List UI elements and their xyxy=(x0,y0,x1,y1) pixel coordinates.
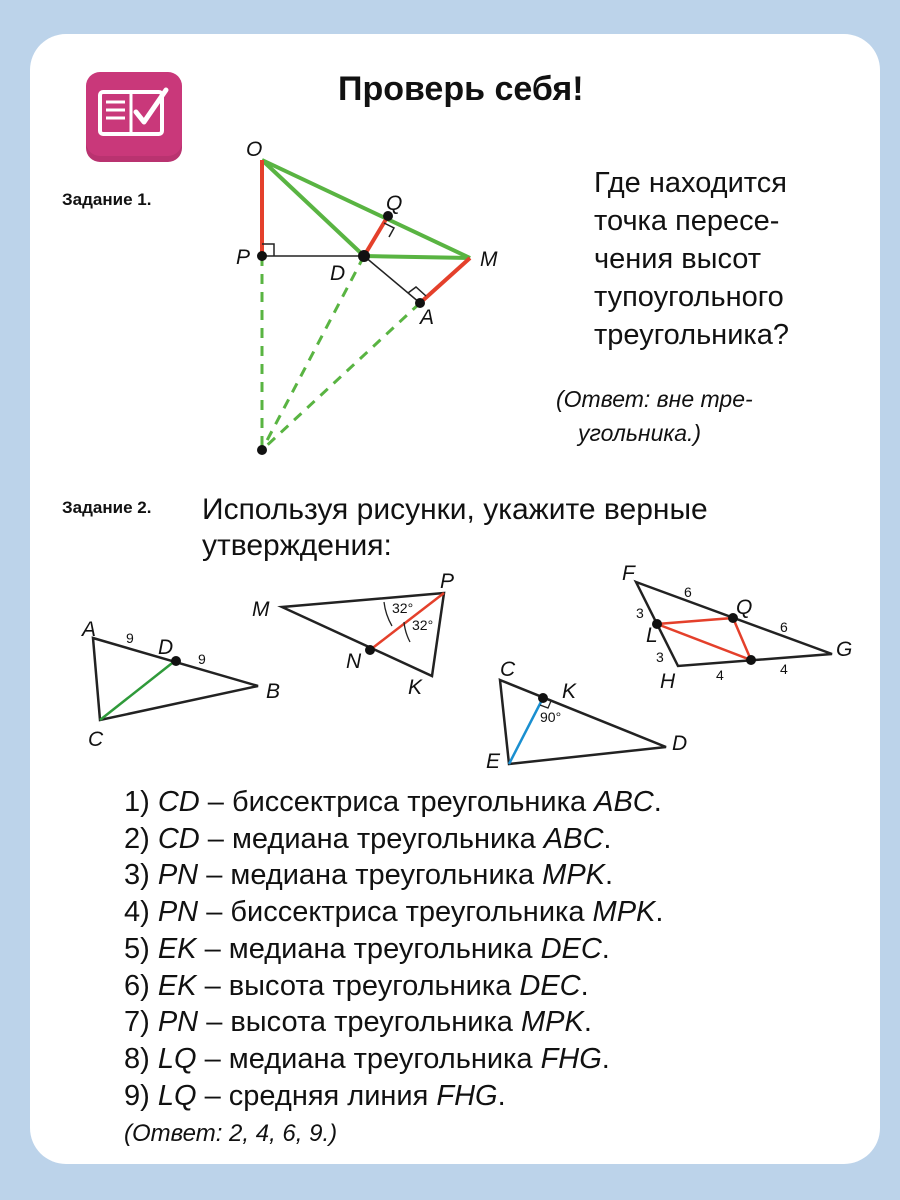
svg-text:9: 9 xyxy=(198,651,206,667)
figure-cde xyxy=(486,658,687,773)
statement-9: 9) LQ – средняя линия FHG. xyxy=(124,1079,506,1112)
statement-2: 2) CD – медиана треугольника ABC. xyxy=(124,822,612,855)
svg-text:Q: Q xyxy=(736,596,753,619)
point-d xyxy=(358,250,370,262)
figure-mpk xyxy=(252,570,454,699)
svg-text:D: D xyxy=(672,732,688,755)
svg-text:32°: 32° xyxy=(392,600,414,616)
svg-text:B: B xyxy=(266,680,281,703)
dashed-altitude-d xyxy=(262,256,364,450)
side-om xyxy=(262,160,470,258)
label-q: Q xyxy=(386,192,403,215)
svg-text:P: P xyxy=(440,570,455,593)
point-h xyxy=(257,445,267,455)
dashed-altitude-a xyxy=(262,303,420,450)
svg-text:F: F xyxy=(622,562,635,585)
task2-figures xyxy=(0,550,900,780)
figure-fhg xyxy=(622,562,852,693)
svg-text:C: C xyxy=(500,658,516,681)
segment-da xyxy=(364,256,420,303)
svg-text:D: D xyxy=(158,636,174,659)
svg-text:M: M xyxy=(252,598,270,621)
side-od xyxy=(262,160,364,256)
label-m: M xyxy=(480,248,498,271)
task2-question: Используя рисунки, укажите верные утверждения: xyxy=(202,493,708,562)
altitude-dq xyxy=(364,216,388,256)
altitude-ma xyxy=(420,258,470,303)
task1-answer-line2: угольника.) xyxy=(578,420,702,446)
svg-text:4: 4 xyxy=(780,661,788,677)
label-d: D xyxy=(330,262,346,285)
statements-list xyxy=(124,784,844,1114)
svg-text:K: K xyxy=(408,676,423,699)
svg-text:9: 9 xyxy=(126,630,134,646)
svg-text:32°: 32° xyxy=(412,617,434,633)
right-angle-q xyxy=(384,223,394,237)
task2-answer: (Ответ: 2, 4, 6, 9.) xyxy=(124,1120,338,1147)
svg-text:L: L xyxy=(646,624,658,647)
task1-answer-line1: (Ответ: вне тре- xyxy=(556,386,753,412)
svg-text:N: N xyxy=(346,650,362,673)
statement-6: 6) EK – высота треугольника DEC. xyxy=(124,969,589,1002)
statement-3: 3) PN – медиана треугольника MPK. xyxy=(124,859,614,892)
svg-text:6: 6 xyxy=(780,619,788,635)
svg-text:K: K xyxy=(562,680,577,703)
svg-text:A: A xyxy=(82,618,97,641)
svg-text:4: 4 xyxy=(716,667,724,683)
side-dm xyxy=(364,256,470,258)
page-title: Проверь себя! xyxy=(338,70,584,108)
statement-7: 7) PN – высота треугольника MPK. xyxy=(124,1006,592,1039)
svg-text:G: G xyxy=(836,638,853,661)
statement-8: 8) LQ – медиана треугольника FHG. xyxy=(124,1042,610,1075)
label-p: P xyxy=(236,246,251,269)
task1-question: Где находится точка пересе- чения высот тупоугольного треугольника? xyxy=(594,167,789,351)
svg-text:90°: 90° xyxy=(540,709,562,725)
statement-4: 4) PN – биссектриса треугольника MPK. xyxy=(124,896,664,929)
label-a: A xyxy=(420,306,435,329)
point-p xyxy=(257,251,267,261)
label-o: O xyxy=(246,138,263,161)
statement-1: 1) CD – биссектриса треугольника ABC. xyxy=(124,786,662,818)
task1-label: Задание 1. xyxy=(62,190,152,209)
figure-abc xyxy=(80,618,280,751)
statement-5: 5) EK – медиана треугольника DEC. xyxy=(124,932,610,965)
svg-text:E: E xyxy=(486,750,501,773)
task2-label: Задание 2. xyxy=(62,498,152,517)
segment-ek xyxy=(509,698,543,764)
svg-text:C: C xyxy=(88,728,104,751)
svg-text:3: 3 xyxy=(656,649,664,665)
svg-text:6: 6 xyxy=(684,584,692,600)
svg-text:H: H xyxy=(660,670,676,693)
svg-text:3: 3 xyxy=(636,605,644,621)
